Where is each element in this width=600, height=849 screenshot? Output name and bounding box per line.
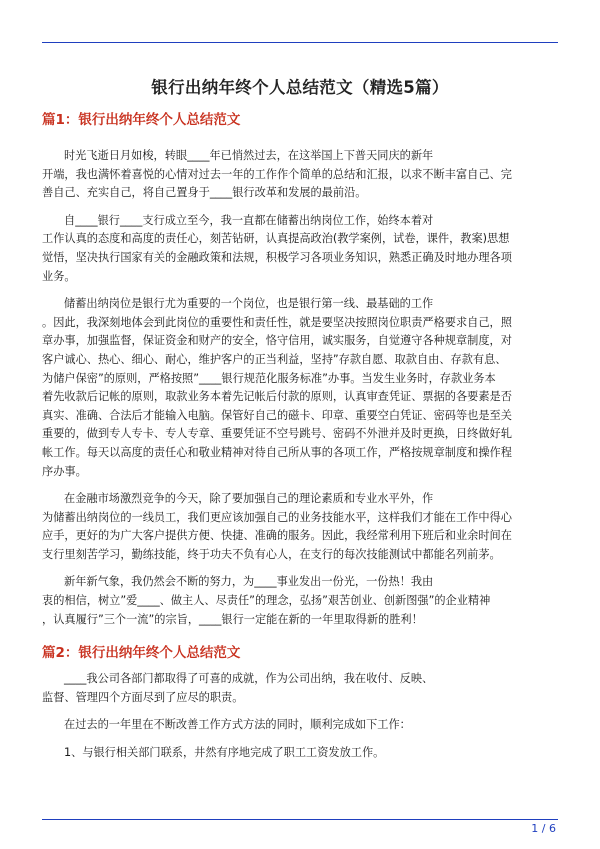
section-heading-1: 篇1：银行出纳年终个人总结范文 <box>42 112 241 128</box>
page-number: 1 / 6 <box>531 822 556 835</box>
footer-rule <box>42 819 558 820</box>
section-heading-2: 篇2：银行出纳年终个人总结范文 <box>42 645 241 661</box>
paragraph: 在金融市场激烈竞争的今天，除了要加强自己的理论素质和专业水平外，作 为储蓄出纳岗位的一线员工，我们更应该加强自己的业务技能水平，这样我们才能在工作中得心 应手，更好的为广大客户提供方便、快捷、准确的服务。因此，我经常利用下班后和业余时间在 支行里刻苦学习，勤练技能，终于功夫不负有心人，在支行的每次技能测试中都能名列前茅。 <box>42 492 512 561</box>
paragraph: 在过去的一年里在不断改善工作方式方法的同时，顺利完成如下工作： <box>64 718 411 732</box>
paragraph: 时光飞逝日月如梭，转眼____年已悄然过去，在这举国上下普天同庆的新年 开端，我也满怀着喜悦的心情对过去一年的工作作个简单的总结和汇报，以求不断丰富自己、完 善自己、充实自己，将自己置身于____银行改革和发展的最前沿。 <box>42 149 512 200</box>
paragraph: 1、与银行相关部门联系，井然有序地完成了职工工资发放工作。 <box>64 745 385 759</box>
section-1-body <box>42 147 556 629</box>
section-2-body <box>42 670 556 762</box>
paragraph: ____我公司各部门都取得了可喜的成就，作为公司出纳，我在收付、反映、 监督、管理四个方面尽到了应尽的职责。 <box>42 672 434 704</box>
header-rule <box>42 42 558 43</box>
paragraph: 新年新气象，我仍然会不断的努力，为____事业发出一份光，一份热！我由 衷的相信，树立”爱____、做主人、尽责任”的理念，弘扬”艰苦创业、创新图强”的企业精神 ，认真履行”三个一流”的宗旨，____银行一定能在新的一年里取得新的胜利！ <box>42 575 491 626</box>
document-title: 银行出纳年终个人总结范文（精选5篇） <box>151 78 449 97</box>
paragraph: 自____银行____支行成立至今，我一直都在储蓄出纳岗位工作，始终本着对 工作认真的态度和高度的责任心，刻苦钻研，认真提高政治(教学案例，试卷，课件，教案)思想 觉悟，坚决执行国家有关的金融政策和法规，积极学习各项业务知识，熟悉正确及时地办理各项 业务。 <box>42 213 512 283</box>
paragraph: 储蓄出纳岗位是银行尤为重要的一个岗位，也是银行第一线、最基础的工作 。因此，我深刻地体会到此岗位的重要性和责任性，就是要坚决按照岗位职责严格要求自己，照 章办事，加强监督，保证资金和财产的安全，恪守信用，诚实服务，自觉遵守各种规章制度，对 客户诚心、热心、细心、耐心，维护客户的正当利益，坚持”存款自愿、取款自由、存款有息、 为储户保密”的原则，严格按照”____银行规范化服务标准”办事。当发生业务时，存款业务本 着先收款后记帐的原则，取款业务本着先记帐后付款的原则，认真审查凭证、票据的各要素是否 真实、准确、合法后才能输入电脑。保管好自己的磁卡、印章、重要空白凭证、密码等也是至关 重要的，做到专人专卡、专人专章、重要凭证不空号跳号、密码不外泄并及时更换，日终做好轧 帐工作。每天以高度的责任心和敬业精神对待自己所从事的各项工作，严格按规章制度和操作程 序办事。 <box>42 297 512 478</box>
